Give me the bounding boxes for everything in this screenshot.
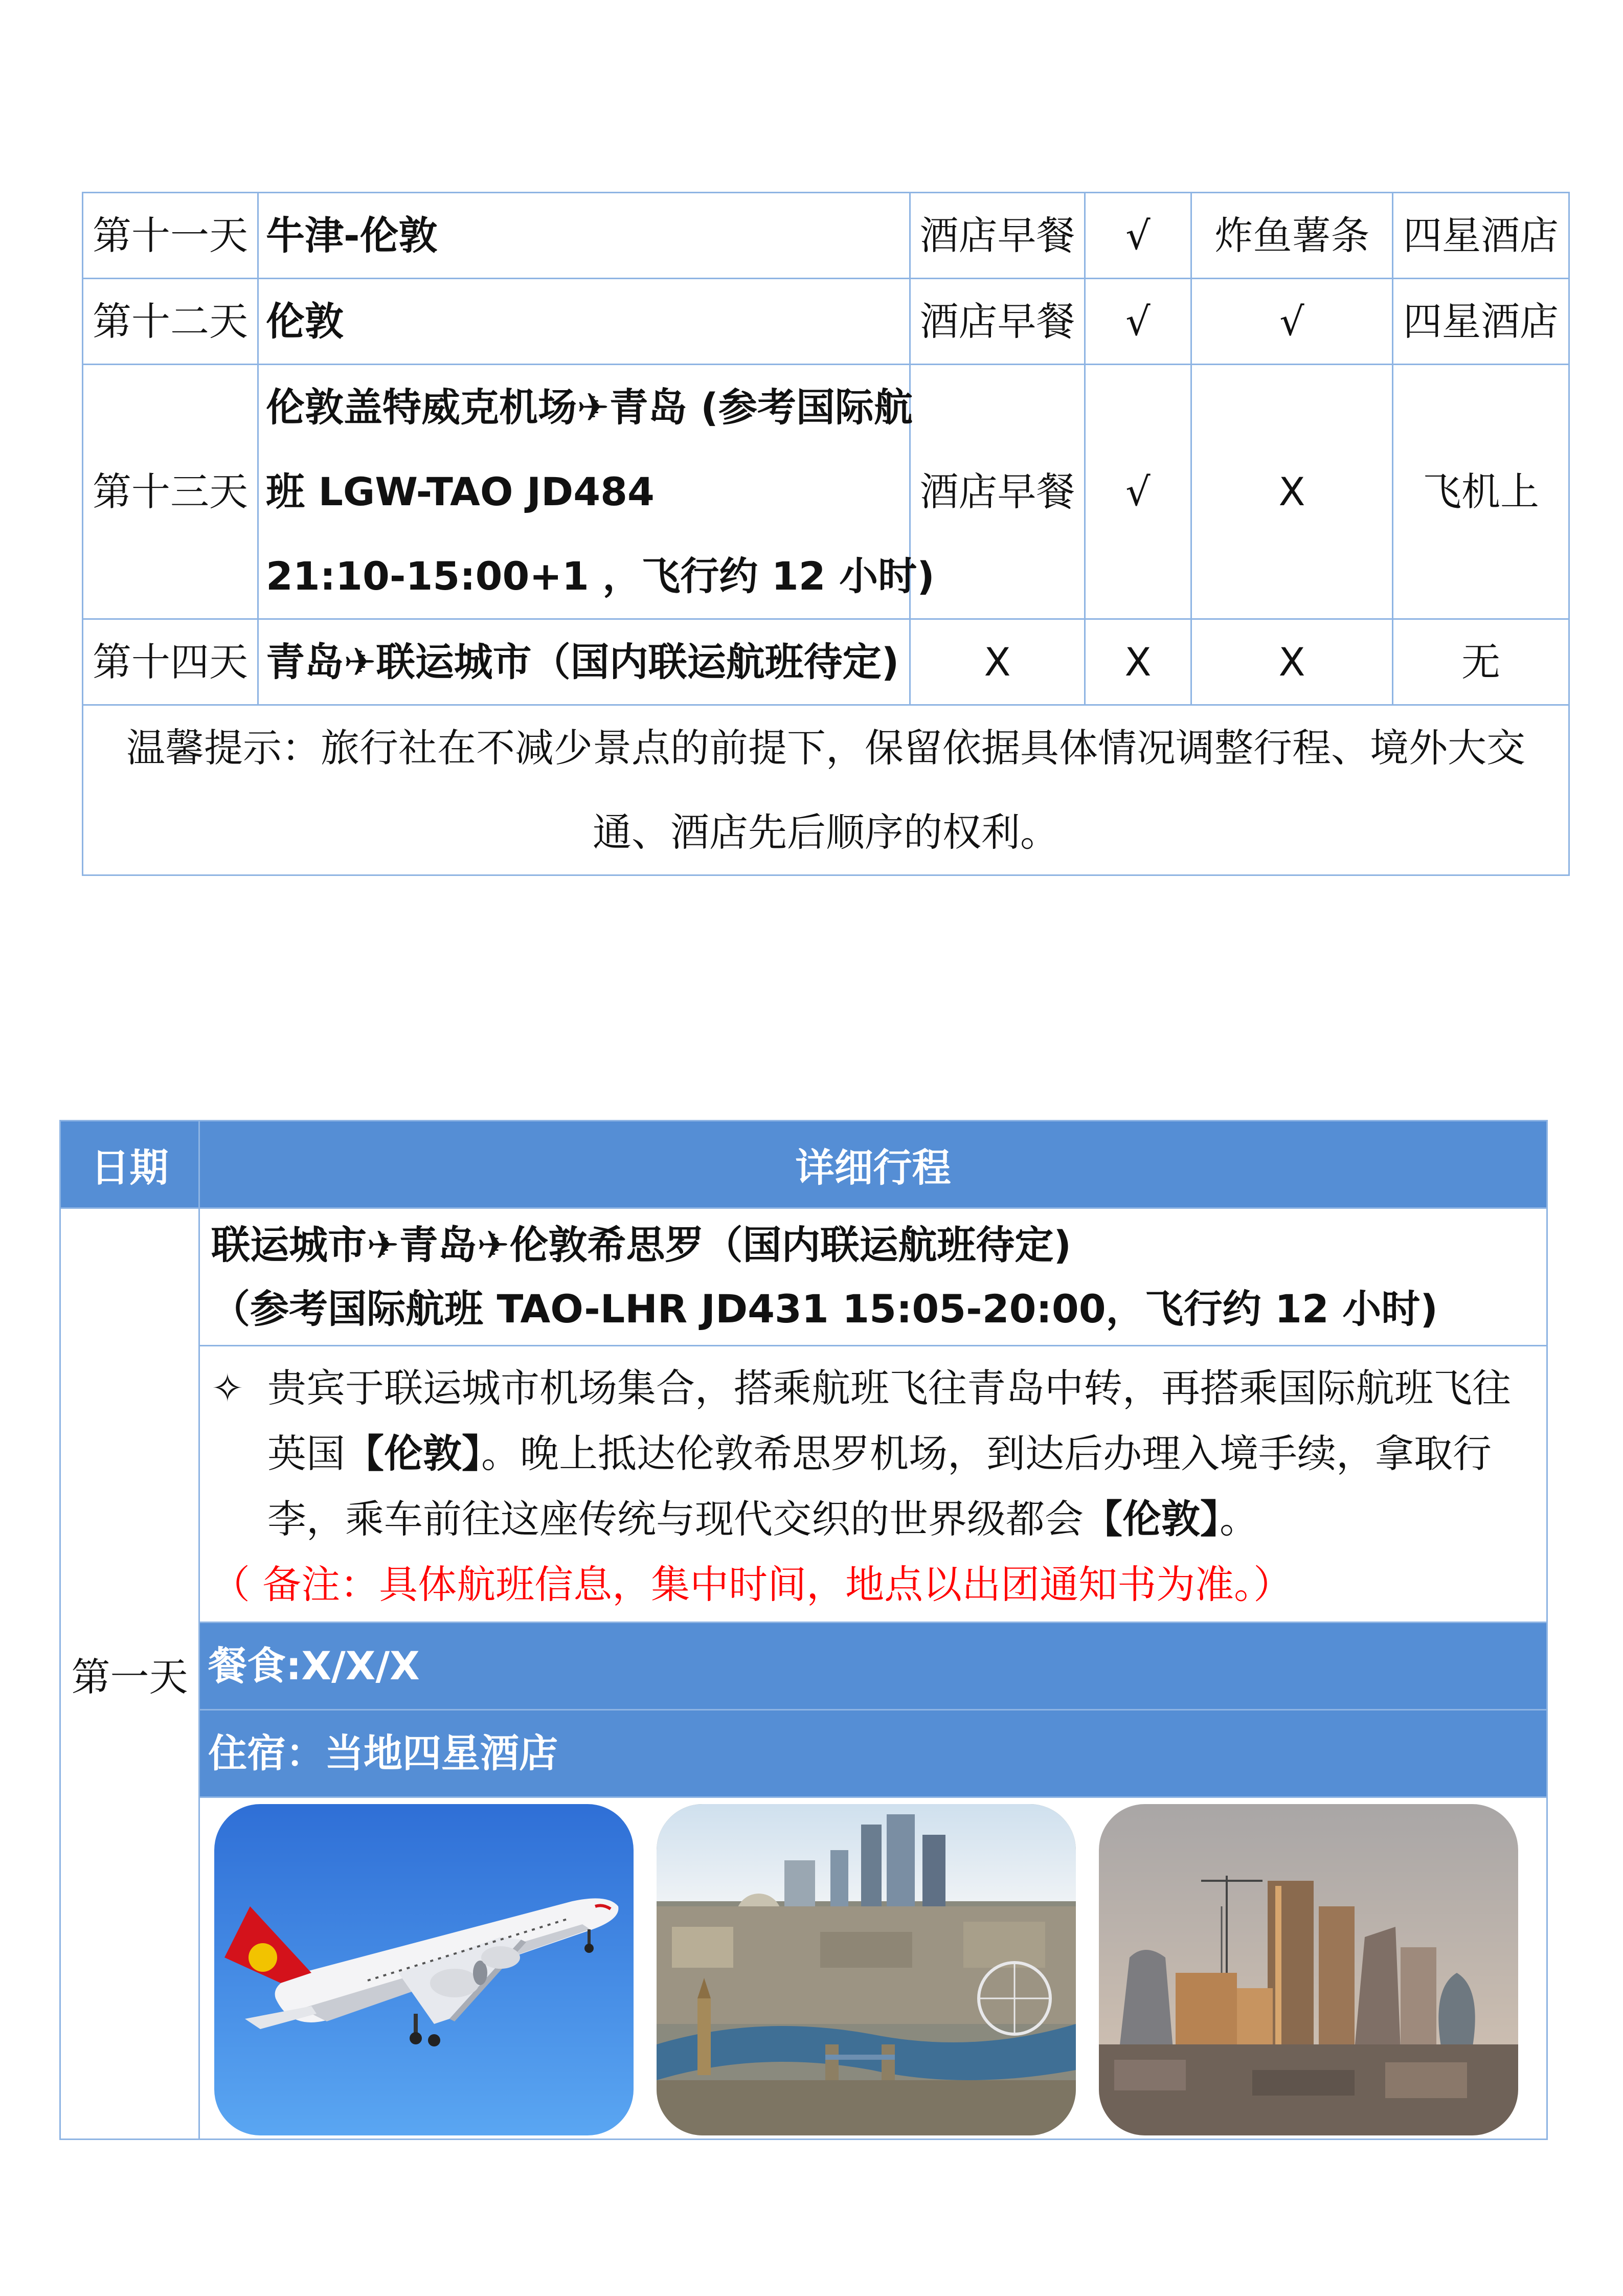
table-row	[83, 619, 1569, 705]
hotel-cell: 四星酒店	[1393, 279, 1569, 365]
photos-row	[60, 1797, 1547, 2140]
itinerary-header-row	[60, 1121, 1547, 1208]
breakfast-cell: 酒店早餐	[910, 365, 1085, 619]
itinerary-row	[60, 1208, 1547, 1346]
route-cell: 牛津-伦敦	[258, 193, 910, 279]
lunch-cell: √	[1085, 279, 1191, 365]
description-text: 。	[1220, 1496, 1258, 1542]
london-skyline-photo	[1099, 1804, 1518, 2135]
highlight-london: 【伦敦】	[1084, 1496, 1220, 1542]
flight-note: （ 备注：具体航班信息，集中时间，地点以出团通知书为准。）	[211, 1562, 1293, 1607]
route-cell	[258, 365, 935, 619]
description-row	[60, 1346, 1547, 1623]
lunch-cell: √	[1085, 365, 1191, 619]
table-row	[83, 193, 1569, 279]
lunch-cell: X	[1085, 619, 1191, 705]
route-title	[199, 1208, 1547, 1346]
day-label: 第一天	[60, 1208, 199, 2140]
schedule-table	[82, 192, 1570, 876]
dinner-cell: X	[1191, 619, 1393, 705]
description-text: 贵宾于联运城市机场集合，搭乘航班飞往青岛中转，再搭乘国际航班飞往英国	[267, 1365, 1511, 1476]
warm-tip: 温馨提示：旅行社在不减少景点的前提下，保留依据具体情况调整行程、境外大交通、酒店先后顺序的权利。	[83, 705, 1569, 875]
day-cell: 第十二天	[83, 279, 258, 365]
route-line-1: 联运城市✈青岛✈伦敦希思罗（国内联运航班待定)	[211, 1222, 1072, 1268]
route-cell: 青岛✈联运城市（国内联运航班待定)	[258, 619, 910, 705]
route-line-2: （参考国际航班 TAO-LHR JD431 15:05-20:00，飞行约 12 小时)	[211, 1286, 1438, 1332]
table-row	[83, 365, 1569, 619]
lunch-cell: √	[1085, 193, 1191, 279]
airplane-photo	[214, 1804, 634, 2135]
route-line: 伦敦盖特威克机场✈青岛 (参考国际航	[266, 385, 913, 430]
hotel-cell: 飞机上	[1393, 365, 1569, 619]
route-line: 班 LGW-TAO JD484	[266, 469, 655, 514]
day-description	[199, 1346, 1547, 1623]
day-cell: 第十三天	[83, 365, 258, 619]
itinerary-table	[59, 1120, 1548, 2140]
hotel-cell: 四星酒店	[1393, 193, 1569, 279]
photo-strip	[199, 1797, 1547, 2140]
dinner-cell: X	[1191, 365, 1393, 619]
breakfast-cell: 酒店早餐	[910, 193, 1085, 279]
detail-header: 详细行程	[199, 1121, 1547, 1208]
breakfast-cell: 酒店早餐	[910, 279, 1085, 365]
hotel-cell: 无	[1393, 619, 1569, 705]
table-row	[83, 279, 1569, 365]
sparkle-bullet-icon: ✧	[211, 1365, 244, 1411]
route-cell: 伦敦	[258, 279, 910, 365]
route-line: 21:10-15:00+1 ，飞行约 12 小时)	[266, 553, 935, 599]
day-cell: 第十一天	[83, 193, 258, 279]
dinner-cell: 炸鱼薯条	[1191, 193, 1393, 279]
meals-row	[60, 1623, 1547, 1710]
description-item	[211, 1356, 1535, 1552]
day-cell: 第十四天	[83, 619, 258, 705]
highlight-london: 【伦敦】	[345, 1431, 481, 1476]
meals-info: 餐食:X/X/X	[199, 1623, 1547, 1710]
date-header: 日期	[60, 1121, 199, 1208]
lodging-info: 住宿：当地四星酒店	[199, 1710, 1547, 1797]
dinner-cell: √	[1191, 279, 1393, 365]
london-aerial-photo	[657, 1804, 1076, 2135]
lodging-row	[60, 1710, 1547, 1797]
tip-row	[83, 705, 1569, 875]
description-text: 。晚上抵达伦敦希思罗机场，到达后办理入境手续，拿取行李，乘车前往这座传统与现代交织的世界级都会	[267, 1431, 1492, 1542]
breakfast-cell: X	[910, 619, 1085, 705]
